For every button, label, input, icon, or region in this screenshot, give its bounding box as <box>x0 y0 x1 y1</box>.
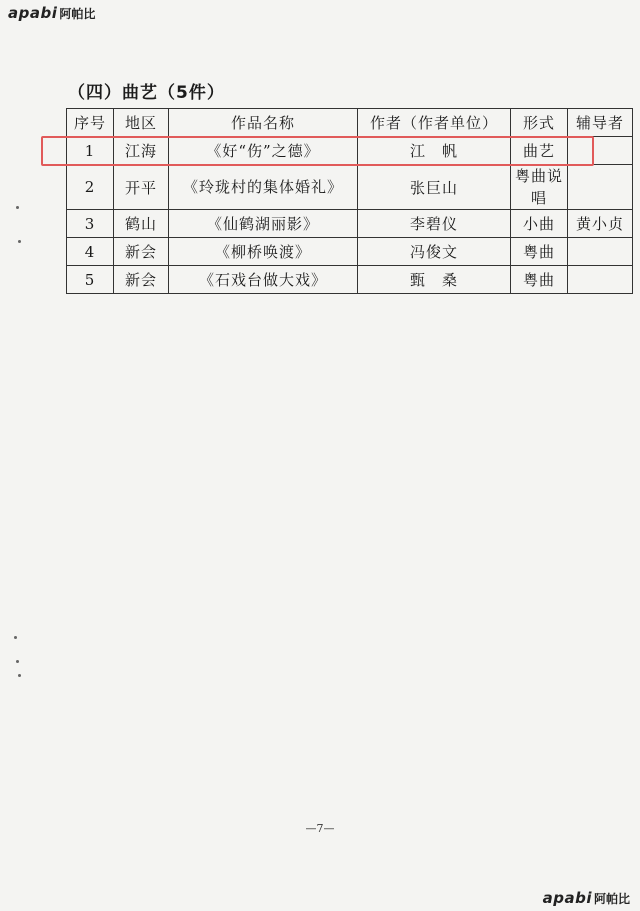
cell-author: 李碧仪 <box>358 210 511 238</box>
cell-region: 新会 <box>114 238 169 266</box>
cell-form: 粤曲说唱 <box>511 165 568 210</box>
cell-mentor: 黄小贞 <box>568 210 633 238</box>
cell-author: 甄 桑 <box>358 266 511 294</box>
table-row <box>67 210 633 238</box>
cell-region: 江海 <box>114 137 169 165</box>
cell-no: 1 <box>67 137 114 165</box>
section-title: （四）曲艺（5件） <box>68 83 225 103</box>
apabi-logo: apabi <box>8 4 58 22</box>
header-mentor: 辅导者 <box>568 109 633 137</box>
cell-author: 张巨山 <box>358 165 511 210</box>
cell-form: 粤曲 <box>511 266 568 294</box>
cell-no: 4 <box>67 238 114 266</box>
cell-title: 《石戏台做大戏》 <box>169 266 358 294</box>
cell-region: 鹤山 <box>114 210 169 238</box>
header-region: 地区 <box>114 109 169 137</box>
cell-no: 5 <box>67 266 114 294</box>
scan-speck <box>14 636 17 639</box>
brand-watermark-bottom <box>543 889 630 907</box>
brand-text: 阿帕比 <box>59 7 96 21</box>
cell-no: 3 <box>67 210 114 238</box>
scan-speck <box>16 206 19 209</box>
cell-mentor <box>568 266 633 294</box>
cell-title: 《仙鹤湖丽影》 <box>169 210 358 238</box>
header-form: 形式 <box>511 109 568 137</box>
cell-form: 曲艺 <box>511 137 568 165</box>
cell-title: 《玲珑村的集体婚礼》 <box>169 165 358 210</box>
cell-form: 粤曲 <box>511 238 568 266</box>
cell-author: 冯俊文 <box>358 238 511 266</box>
cell-region: 新会 <box>114 266 169 294</box>
scan-speck <box>18 240 21 243</box>
table-row <box>67 238 633 266</box>
cell-title: 《柳桥唤渡》 <box>169 238 358 266</box>
cell-title: 《好“伤”之德》 <box>169 137 358 165</box>
cell-mentor <box>568 165 633 210</box>
cell-author: 江 帆 <box>358 137 511 165</box>
table-header-row <box>67 109 633 137</box>
cell-mentor <box>568 238 633 266</box>
table-row <box>67 266 633 294</box>
brand-text: 阿帕比 <box>593 892 630 906</box>
header-title: 作品名称 <box>169 109 358 137</box>
header-no: 序号 <box>67 109 114 137</box>
highlight-box <box>41 136 594 166</box>
cell-form: 小曲 <box>511 210 568 238</box>
brand-watermark-top <box>8 4 95 22</box>
table-row <box>67 165 633 210</box>
apabi-logo: apabi <box>542 889 592 907</box>
cell-no: 2 <box>67 165 114 210</box>
scan-speck <box>18 674 21 677</box>
cell-region: 开平 <box>114 165 169 210</box>
page-number: —7— <box>305 822 335 835</box>
header-author: 作者（作者单位） <box>358 109 511 137</box>
scan-speck <box>16 660 19 663</box>
